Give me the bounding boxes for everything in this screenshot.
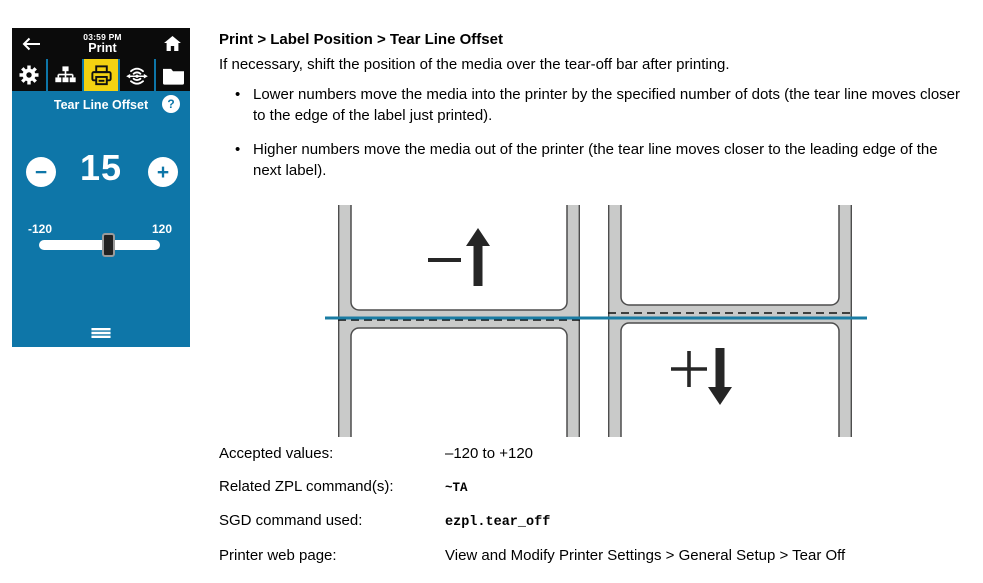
- left-strip-label-top: [351, 198, 567, 310]
- device-toolbar: [12, 59, 190, 91]
- table-row: [219, 444, 964, 464]
- back-button[interactable]: [21, 37, 41, 51]
- hamburger-menu-icon: [91, 327, 112, 339]
- device-screen-body: [12, 91, 190, 347]
- detail-label: Accepted values:: [219, 445, 334, 462]
- device-header: [12, 28, 190, 59]
- connectivity-icon: [124, 63, 150, 87]
- home-icon: [164, 36, 181, 51]
- detail-value: View and Modify Printer Settings > General Setup > Tear Off: [445, 546, 846, 564]
- detail-value: ezpl.tear_off: [445, 515, 551, 530]
- label-strips-illustration: [325, 198, 875, 440]
- slider-min-label: -120: [28, 222, 53, 236]
- offset-slider-handle[interactable]: [102, 233, 115, 257]
- detail-label: SGD command used:: [219, 512, 363, 529]
- breadcrumb: Print > Label Position > Tear Line Offset: [219, 31, 503, 48]
- detail-value: ~TA: [445, 480, 468, 495]
- minus-sign-glyph: [428, 258, 461, 262]
- help-button[interactable]: ?: [162, 95, 180, 113]
- toolbar-network-button[interactable]: [48, 59, 82, 91]
- bullet-list: [233, 84, 965, 194]
- tear-line-offset-value: 15: [79, 147, 123, 188]
- left-strip-label-bottom: [351, 328, 567, 440]
- right-strip-label-bottom: [621, 323, 839, 440]
- device-screen-name: Print: [88, 41, 117, 55]
- increment-button[interactable]: +: [148, 157, 178, 187]
- toolbar-settings-button[interactable]: [12, 59, 46, 91]
- folder-icon: [161, 65, 186, 86]
- printer-screen-panel: [12, 28, 190, 347]
- gear-icon: [17, 63, 41, 87]
- bullet-item: • Higher numbers move the media out of the printer (the tear line moves closer to the leading edge of the next label).: [233, 139, 965, 181]
- table-row: [219, 477, 964, 499]
- slider-max-label: 120: [151, 222, 172, 236]
- printer-icon: [89, 63, 114, 88]
- offset-slider-track[interactable]: [39, 240, 160, 250]
- tear-line-diagram: [325, 198, 875, 440]
- network-icon: [54, 64, 77, 87]
- detail-label: Related ZPL command(s):: [219, 477, 394, 495]
- screen-title: Tear Line Offset: [53, 98, 149, 112]
- decrement-button[interactable]: −: [26, 157, 56, 187]
- toolbar-connectivity-button[interactable]: [120, 59, 154, 91]
- home-button[interactable]: [164, 36, 181, 51]
- device-time: 03:59 PM: [83, 31, 122, 42]
- details-table: [219, 444, 964, 578]
- intro-text: If necessary, shift the position of the media over the tear-off bar after printing.: [219, 56, 730, 73]
- bullet-item: • Lower numbers move the media into the printer by the specified number of dots (the tear line moves closer to the edge of the label just printed).: [233, 84, 965, 126]
- back-arrow-icon: [21, 37, 41, 51]
- detail-label: Printer web page:: [219, 546, 337, 564]
- toolbar-print-button[interactable]: [84, 59, 118, 91]
- table-row: [219, 546, 964, 566]
- right-strip-label-top: [621, 198, 839, 305]
- device-header-title: [83, 33, 121, 55]
- menu-button[interactable]: [91, 327, 112, 339]
- table-row: [219, 511, 964, 533]
- toolbar-storage-button[interactable]: [156, 59, 190, 91]
- detail-value: –120 to +120: [445, 445, 534, 462]
